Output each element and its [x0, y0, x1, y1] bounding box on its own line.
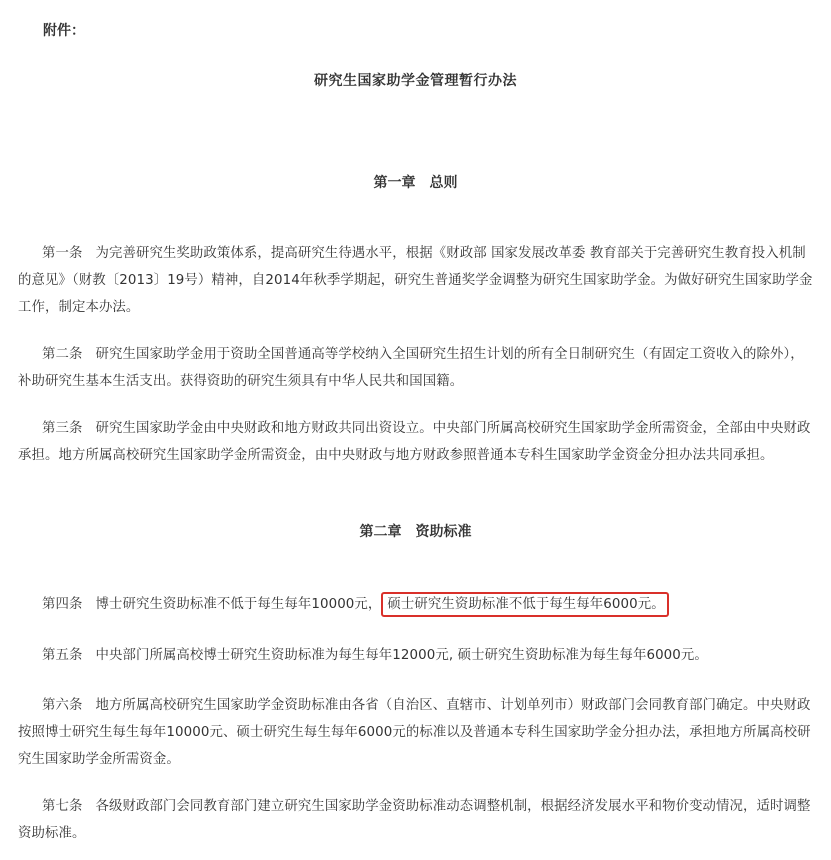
article-text: 地方所属高校研究生国家助学金资助标准由各省（自治区、直辖市、计划单列市）财政部门会同教育部门确定。中央财政按照博士研究生每生每年10000元、硕士研究生每生每年6000元的标准以及普通本专科生国家助学金分担办法，承担地方所属高校研究生国家助学金所需资金。 — [18, 698, 811, 767]
attachment-label: 附件： — [43, 23, 85, 39]
article-label: 第二条 — [42, 347, 83, 362]
document-title: 研究生国家助学金管理暂行办法 — [314, 73, 517, 89]
chapter-heading-1 — [0, 172, 831, 192]
article-1 — [18, 240, 813, 321]
article-3 — [18, 415, 813, 469]
article-5 — [18, 642, 813, 669]
article-label: 第三条 — [42, 421, 83, 436]
article-7 — [18, 793, 813, 847]
article-2 — [18, 341, 813, 395]
article-text: 研究生国家助学金由中央财政和地方财政共同出资设立。中央部门所属高校研究生国家助学金所需资金，全部由中央财政承担。地方所属高校研究生国家助学金所需资金，由中央财政与地方财政参照普通本专科生国家助学金资金分担办法共同承担。 — [18, 421, 811, 463]
article-label: 第一条 — [42, 246, 83, 261]
article-label: 第四条 — [42, 597, 83, 612]
chapter-heading-2 — [0, 521, 831, 541]
article-text: 博士研究生资助标准不低于每生每年10000元， — [95, 597, 382, 612]
chapter-name: 总则 — [429, 175, 458, 191]
article-text: 中央部门所属高校博士研究生资助标准为每生每年12000元, 硕士研究生资助标准为每生每年6000元。 — [95, 648, 708, 663]
article-label: 第六条 — [42, 698, 83, 713]
article-text: 研究生国家助学金用于资助全国普通高等学校纳入全国研究生招生计划的所有全日制研究生（有固定工资收入的除外），补助研究生基本生活支出。获得资助的研究生须具有中华人民共和国国籍。 — [18, 347, 804, 389]
article-text: 各级财政部门会同教育部门建立研究生国家助学金资助标准动态调整机制，根据经济发展水平和物价变动情况，适时调整资助标准。 — [18, 799, 811, 841]
article-4 — [18, 591, 813, 618]
article-6 — [18, 692, 813, 773]
chapter-number: 第一章 — [373, 175, 416, 191]
highlighted-text-box: 硕士研究生资助标准不低于每生每年6000元。 — [381, 592, 668, 617]
chapter-number: 第二章 — [359, 524, 402, 540]
article-label: 第五条 — [42, 648, 83, 663]
chapter-name: 资助标准 — [415, 524, 472, 540]
article-text: 为完善研究生奖助政策体系，提高研究生待遇水平，根据《财政部 国家发展改革委 教育部关于完善研究生教育投入机制的意见》（财教〔2013〕19号）精神，自2014年秋季学期起，研究生普通奖学金调整为研究生国家助学金。为做好研究生国家助学金工作，制定本办法。 — [18, 246, 813, 315]
article-label: 第七条 — [42, 799, 83, 814]
